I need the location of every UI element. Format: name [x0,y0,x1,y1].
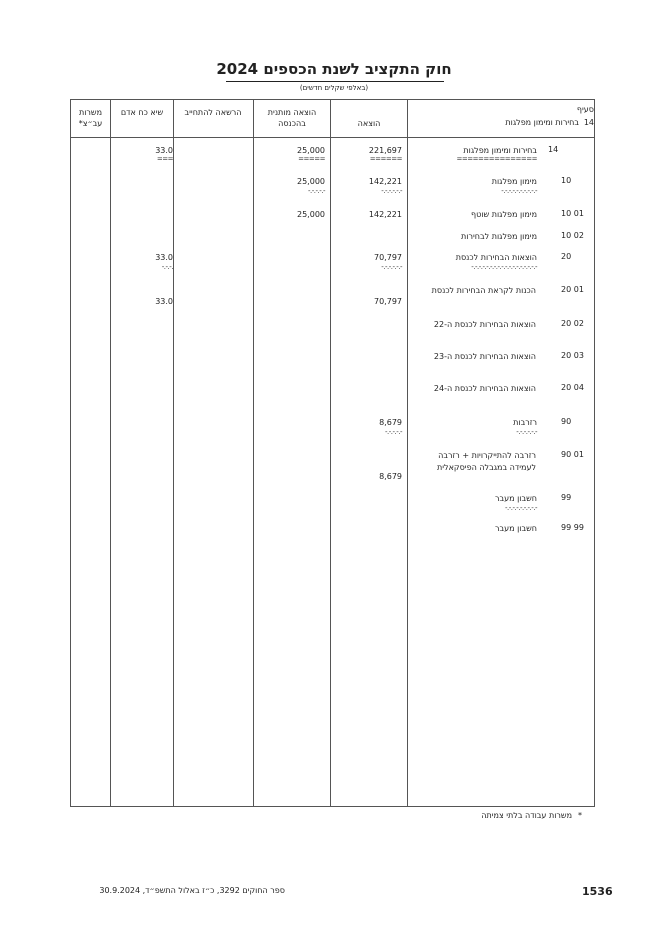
row-expense: 221,697 [368,146,402,155]
row-expense: 70,797 [374,297,402,306]
row-expense: 142,221 [368,210,402,219]
publication-info: ספר החוקים 3292, כ״ז באלול התשפ״ד, 30.9.2024 [99,886,285,895]
row-name-underline: =============== [456,155,537,163]
row-code: 90 01 [561,450,584,459]
row-name: הוצאות הבחירות לכנסת [455,253,537,262]
row-name-underline: -.-.-.-.-.- [516,428,537,436]
header-section-code: 14 [583,118,594,127]
row-peak: 33.0 [155,297,173,306]
row-name: מימון מפלגות שוטף [471,210,537,219]
row-name: הוצאות הבחירות לכנסת ה-22 [433,320,536,329]
row-code: 99 99 [561,523,584,532]
page-number: 1536 [582,885,613,898]
row-peak: 33.0 [155,253,173,262]
row-peak-underline: -.-.-. [161,263,173,271]
row-code: 90 [561,417,572,426]
row-conditional: 25,000 [297,210,325,219]
title-underline [226,81,444,82]
footnote-text: משרות עבודה בלתי צמיתה [481,811,572,820]
row-code: 10 02 [561,231,584,240]
column-divider [253,99,254,807]
row-code: 10 [561,176,572,185]
row-conditional: 25,000 [297,177,325,186]
row-code: 20 03 [561,351,584,360]
row-code: 99 [561,493,572,502]
header-contract-positions: משרות עב״צ* [78,108,103,128]
header-expense: הוצאה [357,119,381,128]
header-commitment-authorization: הרשאה להתחייב [184,108,242,117]
row-name-underline: -.-.-.-.-.-.-.-.- [504,504,537,512]
row-peak: 33.0 [155,146,173,155]
row-expense-underline: -.-.-.-.-.- [381,263,402,271]
row-name: מימון מפלגות [491,177,537,186]
row-name: רזרבות [513,418,537,427]
row-expense: 142,221 [368,177,402,186]
row-expense: 8,679 [379,418,402,427]
row-name: הוצאות הבחירות לכנסת ה-23 [433,352,536,361]
header-section-name: בחירות ומימון מפלגות [505,118,579,127]
row-conditional-underline: ===== [298,155,325,163]
row-name-underline: -.-.-.-.-.-.-.-.-.- [501,187,537,195]
page-subtitle: (באלפי שקלים חדשים) [299,84,369,92]
row-name: רזרבה להתייקרויות + רזרבה לעמידה במגבלה הפיסקאלית [436,451,536,472]
footnote-marker: * [578,811,582,820]
row-name: הכנות לקראת הבחירות לכנסת [431,286,536,295]
row-code: 14 [548,145,559,154]
header-peak-manpower: שיא כח אדם [120,108,164,117]
row-expense-underline: -.-.-.-.-.- [381,187,402,195]
header-divider [70,137,595,138]
row-name: בחירות ומימון מפלגות [463,146,537,155]
column-divider [110,99,111,807]
row-name: חשבון מעבר [494,494,537,503]
row-code: 20 02 [561,319,584,328]
row-peak-underline: === [156,155,173,163]
row-code: 10 01 [561,209,584,218]
row-conditional-underline: -.-.-.-.- [307,187,325,195]
row-code: 20 01 [561,285,584,294]
row-name: מימון מפלגות לבחירות [461,232,537,241]
row-expense-underline: ====== [369,155,402,163]
row-name: חשבון מעבר [494,524,537,533]
page-title: חוק התקציב לשנת הכספים 2024 [216,60,452,78]
column-divider [330,99,331,807]
column-divider [173,99,174,807]
header-conditional-expense: הוצאה מותנית בהכנסה [267,108,317,128]
row-expense: 8,679 [379,472,402,481]
row-conditional: 25,000 [297,146,325,155]
row-name-underline: -.-.-.-.-.-.-.-.-.-.-.-.-.-.-.-.-.- [471,263,537,271]
row-expense: 70,797 [374,253,402,262]
column-divider [407,99,408,807]
row-expense-underline: -.-.-.-.- [384,428,402,436]
row-code: 20 04 [561,383,584,392]
header-section: סעיף [576,105,594,114]
row-name: הוצאות הבחירות לכנסת ה-24 [433,384,536,393]
row-code: 20 [561,252,572,261]
